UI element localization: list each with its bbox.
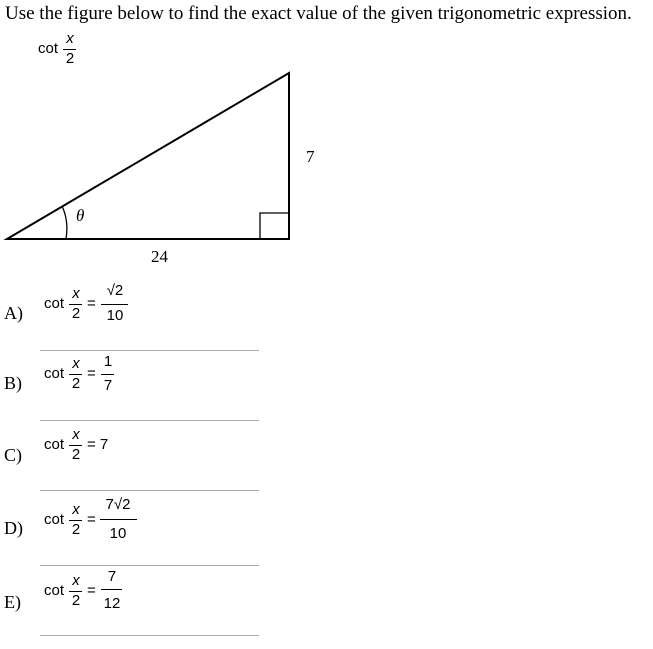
lhs-numerator: x [72,355,80,372]
choice-letter: D) [4,518,23,538]
angle-theta-label: θ [76,206,85,225]
lhs-numerator: x [72,285,80,302]
choice-separator [40,635,259,636]
rhs-numerator: 1 [103,353,113,370]
choice-separator [40,565,259,566]
choice-separator [40,350,259,351]
expression-denominator: 2 [65,50,75,67]
choice-separator [40,490,259,491]
cot-function: cot [44,582,65,599]
fraction-bar [100,519,137,520]
equals-sign: = [87,365,96,382]
cot-function: cot [44,511,65,528]
choice-letter: A) [4,303,23,323]
rhs-denominator: 7 [103,377,113,394]
rhs-numerator: 7 [107,568,117,585]
cot-function: cot [44,295,65,312]
angle-arc [62,206,67,239]
cot-function: cot [44,365,65,382]
rhs-numerator: 7√2 [105,496,131,513]
cot-function: cot [38,40,59,57]
lhs-denominator: 2 [71,375,81,392]
fraction-bar [101,374,114,375]
equals-sign: = [87,511,96,528]
lhs-denominator: 2 [71,446,81,463]
choice-letter: C) [4,445,22,465]
cot-function: cot [44,436,65,453]
lhs-denominator: 2 [71,592,81,609]
rhs-numerator: √2 [106,282,124,299]
fraction-bar [101,589,122,590]
lhs-denominator: 2 [71,521,81,538]
fraction-bar [101,304,128,305]
rhs-denominator: 10 [106,307,124,324]
rhs-denominator: 10 [109,525,127,542]
expression-numerator: x [66,30,74,47]
right-angle-marker [260,213,289,239]
choice-letter: E) [4,592,21,612]
triangle-shape [7,73,289,239]
equals-sign: = [87,582,96,599]
equals-sign: = [87,295,96,312]
lhs-numerator: x [72,501,80,518]
choice-letter: B) [4,373,22,393]
side-7-label: 7 [306,147,315,166]
equals-value: = 7 [87,436,109,453]
side-24-label: 24 [151,247,168,266]
rhs-denominator: 12 [103,595,121,612]
lhs-denominator: 2 [71,305,81,322]
lhs-numerator: x [72,426,80,443]
choice-separator [40,420,259,421]
lhs-numerator: x [72,572,80,589]
question-text: Use the figure below to find the exact value of the given trigonometric expression. [5,3,632,24]
